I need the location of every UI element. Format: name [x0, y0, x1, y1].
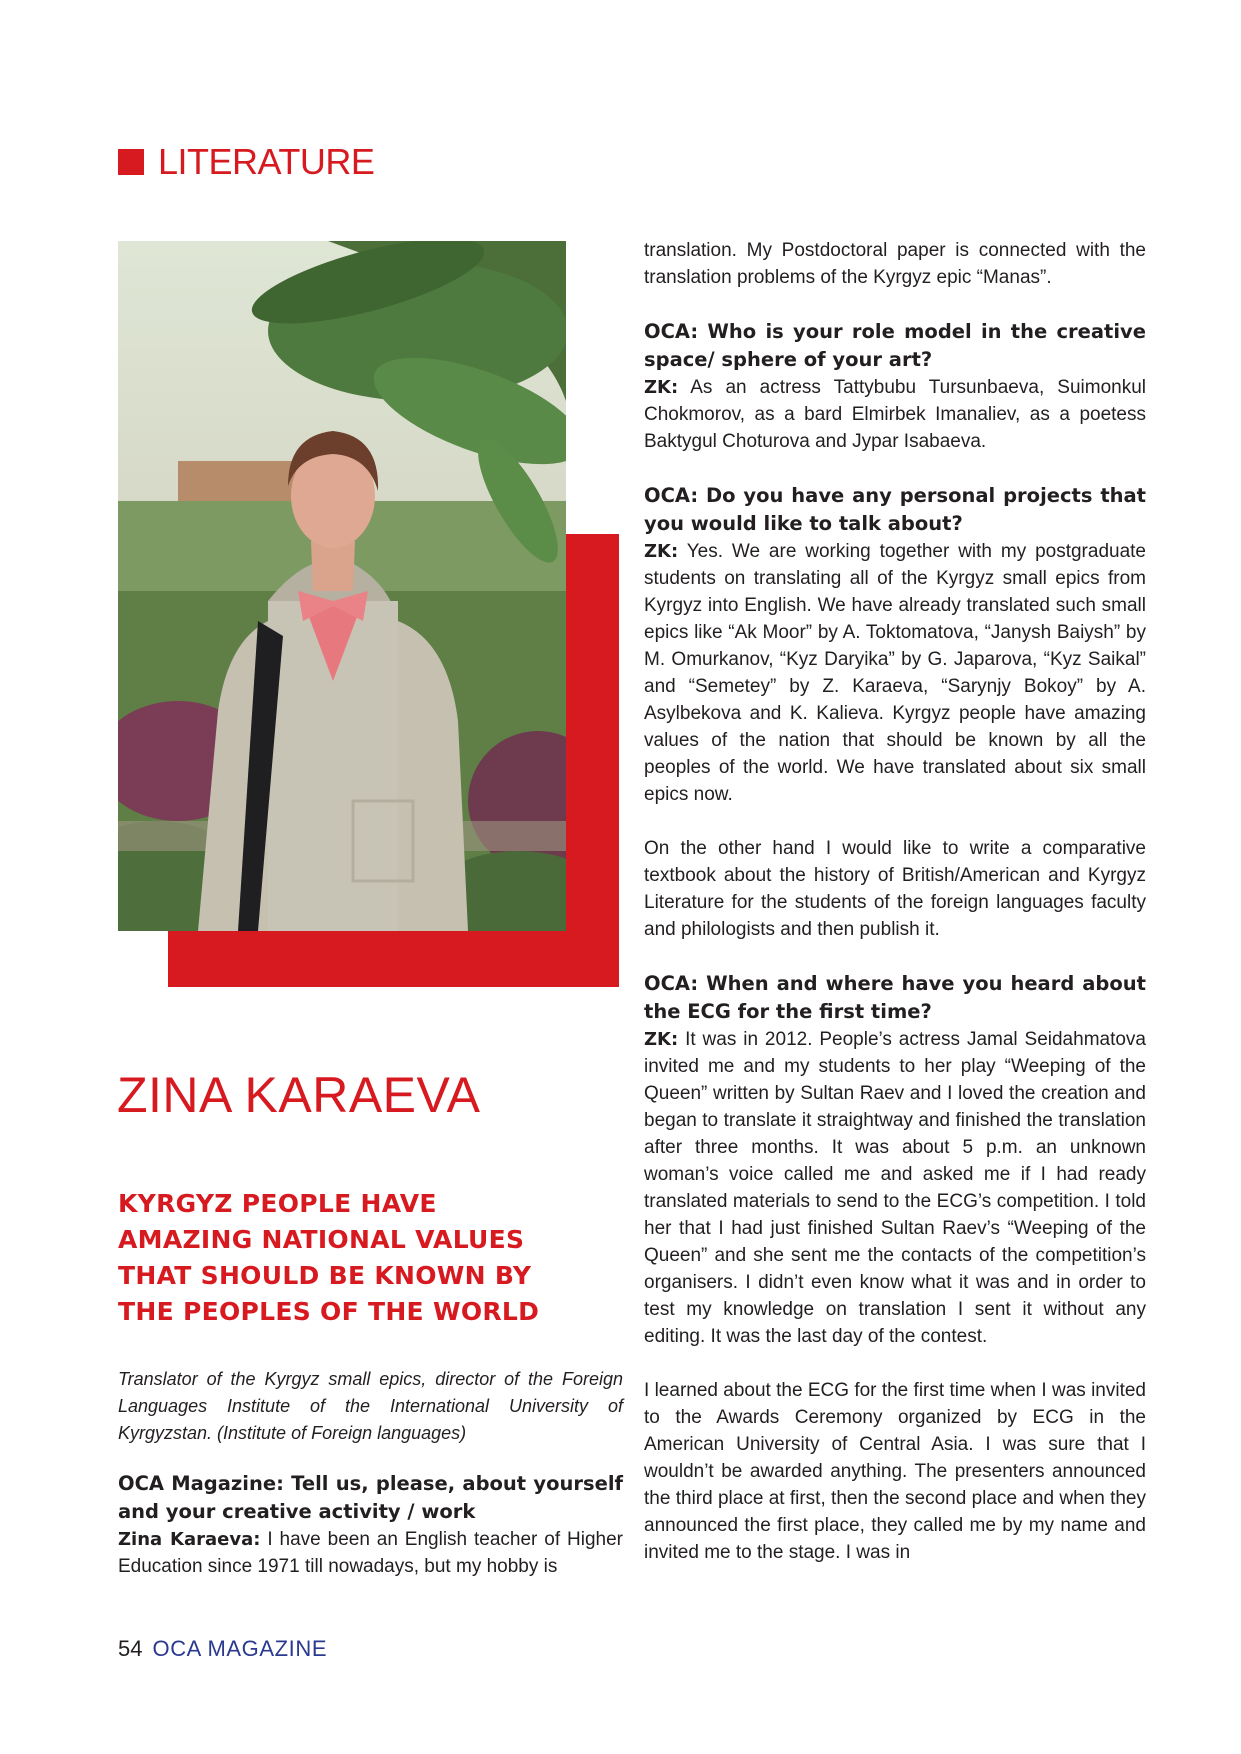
answer-label: ZK: — [644, 377, 679, 398]
question-block-4 — [644, 970, 1146, 1350]
intro-text: Translator of the Kyrgyz small epics, director of the Foreign Languages Institute of the International University of Kyrgyzstan. (Institute of Foreign languages) — [118, 1369, 623, 1443]
right-column — [644, 237, 1146, 1566]
article-headline — [118, 1186, 633, 1330]
question-1: OCA Magazine: Tell us, please, about yourself and your creative activity / work — [118, 1472, 623, 1523]
question-block-3 — [644, 482, 1146, 808]
page-number: 54 — [118, 1636, 143, 1661]
answer-3-paragraph-2: On the other hand I would like to write a comparative textbook about the history of British/American and Kyrgyz Literature for the students of the foreign languages faculty and philologists and then publish it. — [644, 838, 1146, 940]
section-title: LITERATURE — [158, 141, 375, 182]
answer-4-text: It was in 2012. People’s actress Jamal Seidahmatova invited me and my students to her play “Weeping of the Queen” written by Sultan Raev and I loved the creation and began to translate it straightway and finished the translation after three months. It was about 5 p.m. an unknown woman’s voice called me and asked me if I had ready translated materials to send to the ECG’s competition. I told her that I had just finished Sultan Raev’s “Weeping of the Queen” and she sent me the contacts of the competition’s organisers. I didn’t even know what it was and in order to test my knowledge on translation I sent it without any editing. It was the last day of the contest. — [644, 1029, 1146, 1347]
headline-line: KYRGYZ PEOPLE HAVE — [118, 1189, 437, 1218]
answer-4-paragraph-2: I learned about the ECG for the first time when I was invited to the Awards Ceremony organized by ECG in the American University of Central Asia. I was sure that I wouldn’t be awarded anything. The presenters announced the third place at first, then the second place and when they announced the first place, they called me by my name and invited me to the stage. I was in — [644, 1380, 1146, 1563]
section-header — [118, 142, 374, 182]
question-block-2 — [644, 318, 1146, 455]
answer-3-text: Yes. We are working together with my postgraduate students on translating all of the Kyrgyz small epics from Kyrgyz into English. We have already translated such small epics like “Ak Moor” by A. Toktomatova, “Janysh Baiysh” by M. Omurkanov, “Kyz Daryika” by G. Japarova, “Kyz Saikal” and “Semetey” by Z. Karaeva, “Sarynjy Bokoy” by A. Asylbekova and K. Kalieva. Kyrgyz people have amazing values of the nation that should be known by all the peoples of the world. We have translated about six small epics now. — [644, 541, 1146, 805]
answer-label: ZK: — [644, 1029, 679, 1050]
question-3: OCA: Do you have any personal projects that you would like to talk about? — [644, 484, 1146, 535]
page-footer — [118, 1636, 327, 1662]
headline-line: AMAZING NATIONAL VALUES — [118, 1225, 525, 1254]
magazine-name: OCA MAGAZINE — [152, 1636, 328, 1661]
portrait-illustration — [118, 241, 566, 931]
answer-label: ZK: — [644, 541, 679, 562]
answer-2-text: As an actress Tattybubu Tursunbaeva, Suimonkul Chokmorov, as a bard Elmirbek Imanaliev, as a poetess Baktygul Choturova and Jypar Isabaeva. — [644, 377, 1146, 452]
section-marker-square — [118, 149, 144, 175]
portrait-photo — [118, 241, 566, 931]
headline-line: THAT SHOULD BE KNOWN BY — [118, 1261, 532, 1290]
headline-line: THE PEOPLES OF THE WORLD — [118, 1297, 540, 1326]
answer-1-text: I have been an English teacher of Higher Education since 1971 till nowadays, but my hobby is — [118, 1529, 623, 1577]
answer-1-continued: translation. My Postdoctoral paper is connected with the translation problems of the Kyrgyz epic “Manas”. — [644, 240, 1146, 288]
question-2: OCA: Who is your role model in the creative space/ sphere of your art? — [644, 320, 1146, 371]
interviewee-name: ZINA KARAEVA — [117, 1067, 481, 1123]
question-4: OCA: When and where have you heard about the ECG for the first time? — [644, 972, 1146, 1023]
answer-label: Zina Karaeva: — [118, 1529, 261, 1550]
question-block-1 — [118, 1470, 623, 1580]
